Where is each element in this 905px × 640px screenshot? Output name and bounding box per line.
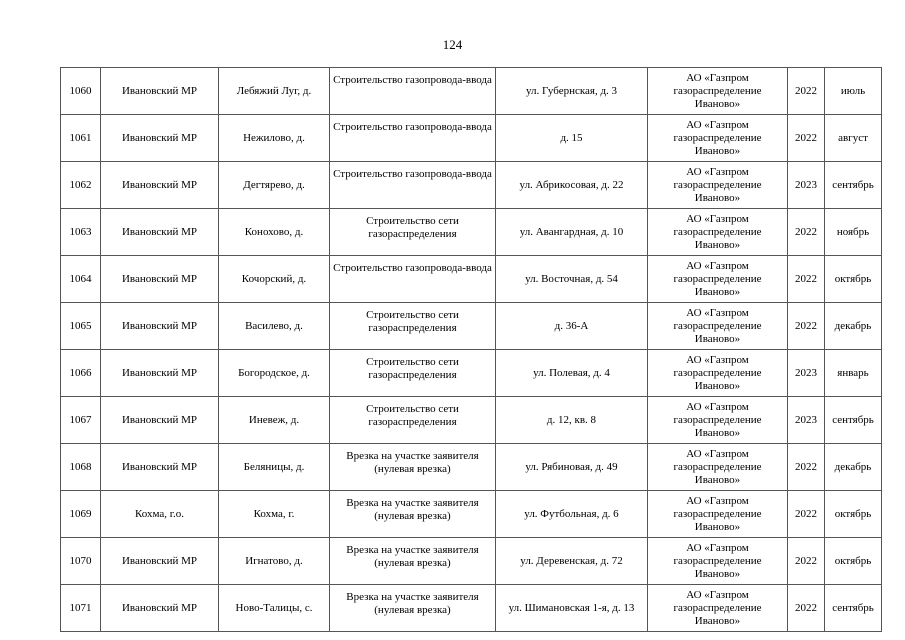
table-row bbox=[61, 585, 882, 632]
month-cell: сентябрь bbox=[825, 397, 882, 444]
table-row bbox=[61, 538, 882, 585]
district-cell: Ивановский МР bbox=[101, 350, 219, 397]
year-cell: 2022 bbox=[788, 256, 825, 303]
year-cell: 2022 bbox=[788, 444, 825, 491]
district-cell: Ивановский МР bbox=[101, 256, 219, 303]
address-cell: ул. Восточная, д. 54 bbox=[496, 256, 648, 303]
table-row bbox=[61, 444, 882, 491]
district-cell: Ивановский МР bbox=[101, 585, 219, 632]
company-cell: АО «Газпром газораспределение Иваново» bbox=[648, 162, 788, 209]
district-cell: Ивановский МР bbox=[101, 115, 219, 162]
district-cell: Ивановский МР bbox=[101, 162, 219, 209]
settlement-cell: Кочорский, д. bbox=[219, 256, 330, 303]
year-cell: 2022 bbox=[788, 303, 825, 350]
table-row bbox=[61, 68, 882, 115]
company-cell: АО «Газпром газораспределение Иваново» bbox=[648, 538, 788, 585]
table-body bbox=[61, 68, 882, 632]
company-cell: АО «Газпром газораспределение Иваново» bbox=[648, 350, 788, 397]
work-type-cell: Строительство газопровода-ввода bbox=[330, 162, 496, 209]
year-cell: 2023 bbox=[788, 162, 825, 209]
address-cell: д. 15 bbox=[496, 115, 648, 162]
row-number-cell: 1065 bbox=[61, 303, 101, 350]
address-cell: ул. Деревенская, д. 72 bbox=[496, 538, 648, 585]
district-cell: Ивановский МР bbox=[101, 303, 219, 350]
row-number-cell: 1063 bbox=[61, 209, 101, 256]
month-cell: октябрь bbox=[825, 491, 882, 538]
row-number-cell: 1061 bbox=[61, 115, 101, 162]
year-cell: 2022 bbox=[788, 585, 825, 632]
company-cell: АО «Газпром газораспределение Иваново» bbox=[648, 397, 788, 444]
work-type-cell: Строительство сети газораспределения bbox=[330, 350, 496, 397]
month-cell: ноябрь bbox=[825, 209, 882, 256]
table-row bbox=[61, 115, 882, 162]
work-type-cell: Врезка на участке заявителя (нулевая врезка) bbox=[330, 538, 496, 585]
work-type-cell: Строительство газопровода-ввода bbox=[330, 115, 496, 162]
month-cell: декабрь bbox=[825, 303, 882, 350]
page-number: 124 bbox=[442, 37, 463, 52]
company-cell: АО «Газпром газораспределение Иваново» bbox=[648, 209, 788, 256]
table-row bbox=[61, 303, 882, 350]
work-type-cell: Строительство газопровода-ввода bbox=[330, 256, 496, 303]
table-row bbox=[61, 350, 882, 397]
company-cell: АО «Газпром газораспределение Иваново» bbox=[648, 115, 788, 162]
address-cell: д. 36-А bbox=[496, 303, 648, 350]
month-cell: январь bbox=[825, 350, 882, 397]
company-cell: АО «Газпром газораспределение Иваново» bbox=[648, 68, 788, 115]
work-type-cell: Строительство газопровода-ввода bbox=[330, 68, 496, 115]
company-cell: АО «Газпром газораспределение Иваново» bbox=[648, 303, 788, 350]
row-number-cell: 1069 bbox=[61, 491, 101, 538]
row-number-cell: 1062 bbox=[61, 162, 101, 209]
year-cell: 2022 bbox=[788, 538, 825, 585]
work-type-cell: Строительство сети газораспределения bbox=[330, 209, 496, 256]
month-cell: июль bbox=[825, 68, 882, 115]
year-cell: 2022 bbox=[788, 209, 825, 256]
address-cell: ул. Футбольная, д. 6 bbox=[496, 491, 648, 538]
settlement-cell: Игнатово, д. bbox=[219, 538, 330, 585]
year-cell: 2022 bbox=[788, 115, 825, 162]
table-row bbox=[61, 256, 882, 303]
row-number-cell: 1068 bbox=[61, 444, 101, 491]
row-number-cell: 1060 bbox=[61, 68, 101, 115]
settlement-cell: Лебяжий Луг, д. bbox=[219, 68, 330, 115]
work-type-cell: Врезка на участке заявителя (нулевая врезка) bbox=[330, 444, 496, 491]
address-cell: ул. Губернская, д. 3 bbox=[496, 68, 648, 115]
year-cell: 2023 bbox=[788, 350, 825, 397]
company-cell: АО «Газпром газораспределение Иваново» bbox=[648, 491, 788, 538]
year-cell: 2023 bbox=[788, 397, 825, 444]
month-cell: сентябрь bbox=[825, 585, 882, 632]
district-cell: Ивановский МР bbox=[101, 209, 219, 256]
work-type-cell: Врезка на участке заявителя (нулевая врезка) bbox=[330, 491, 496, 538]
month-cell: декабрь bbox=[825, 444, 882, 491]
address-cell: д. 12, кв. 8 bbox=[496, 397, 648, 444]
settlement-cell: Нежилово, д. bbox=[219, 115, 330, 162]
row-number-cell: 1066 bbox=[61, 350, 101, 397]
settlement-cell: Кохма, г. bbox=[219, 491, 330, 538]
work-type-cell: Строительство сети газораспределения bbox=[330, 303, 496, 350]
table-row bbox=[61, 397, 882, 444]
year-cell: 2022 bbox=[788, 68, 825, 115]
table-row bbox=[61, 209, 882, 256]
row-number-cell: 1071 bbox=[61, 585, 101, 632]
year-cell: 2022 bbox=[788, 491, 825, 538]
row-number-cell: 1067 bbox=[61, 397, 101, 444]
company-cell: АО «Газпром газораспределение Иваново» bbox=[648, 256, 788, 303]
settlement-cell: Ново-Талицы, с. bbox=[219, 585, 330, 632]
settlement-cell: Дегтярево, д. bbox=[219, 162, 330, 209]
address-cell: ул. Шимановская 1-я, д. 13 bbox=[496, 585, 648, 632]
row-number-cell: 1064 bbox=[61, 256, 101, 303]
month-cell: октябрь bbox=[825, 256, 882, 303]
row-number-cell: 1070 bbox=[61, 538, 101, 585]
settlement-cell: Иневеж, д. bbox=[219, 397, 330, 444]
company-cell: АО «Газпром газораспределение Иваново» bbox=[648, 444, 788, 491]
month-cell: октябрь bbox=[825, 538, 882, 585]
work-type-cell: Врезка на участке заявителя (нулевая врезка) bbox=[330, 585, 496, 632]
address-cell: ул. Рябиновая, д. 49 bbox=[496, 444, 648, 491]
district-cell: Ивановский МР bbox=[101, 397, 219, 444]
work-type-cell: Строительство сети газораспределения bbox=[330, 397, 496, 444]
address-cell: ул. Полевая, д. 4 bbox=[496, 350, 648, 397]
settlement-cell: Богородское, д. bbox=[219, 350, 330, 397]
gasification-table bbox=[60, 67, 882, 632]
address-cell: ул. Авангардная, д. 10 bbox=[496, 209, 648, 256]
company-cell: АО «Газпром газораспределение Иваново» bbox=[648, 585, 788, 632]
district-cell: Ивановский МР bbox=[101, 444, 219, 491]
table-row bbox=[61, 491, 882, 538]
settlement-cell: Беляницы, д. bbox=[219, 444, 330, 491]
table-row bbox=[61, 162, 882, 209]
month-cell: сентябрь bbox=[825, 162, 882, 209]
settlement-cell: Конохово, д. bbox=[219, 209, 330, 256]
settlement-cell: Василево, д. bbox=[219, 303, 330, 350]
district-cell: Ивановский МР bbox=[101, 538, 219, 585]
district-cell: Кохма, г.о. bbox=[101, 491, 219, 538]
district-cell: Ивановский МР bbox=[101, 68, 219, 115]
address-cell: ул. Абрикосовая, д. 22 bbox=[496, 162, 648, 209]
month-cell: август bbox=[825, 115, 882, 162]
